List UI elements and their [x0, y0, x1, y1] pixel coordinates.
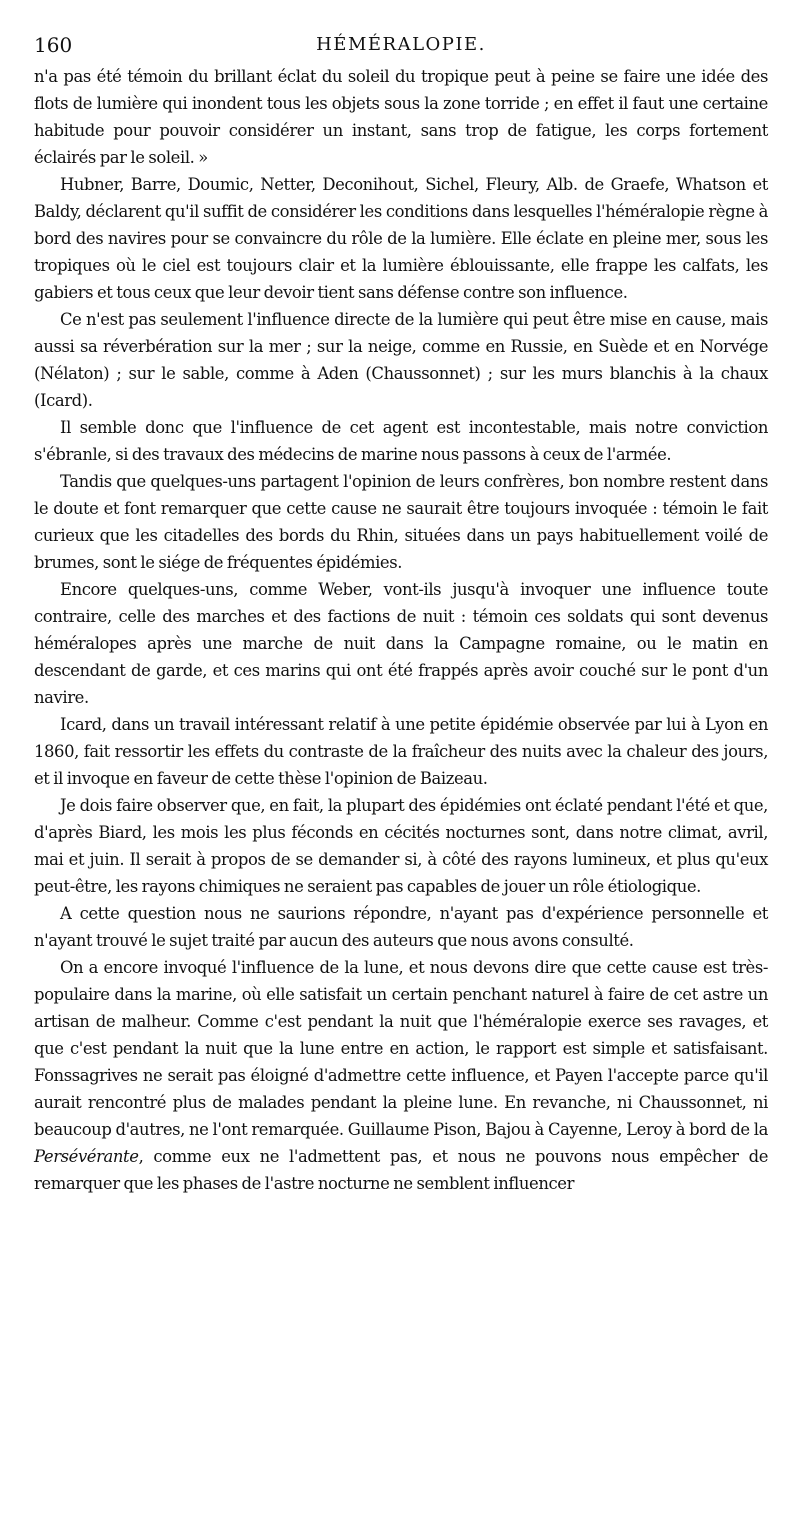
- paragraph: Icard, dans un travail intéressant relatif à une petite épidémie observée par lui à Lyon en 1860, fait ressortir les effets du contraste de la fraîcheur des nuits avec la chaleur des jours, et il invoque en faveur de cette thèse l'opinion de Baizeau.: [34, 715, 768, 788]
- paragraph: Encore quelques-uns, comme Weber, vont-ils jusqu'à invoquer une influence toute contraire, celle des marches et des factions de nuit : témoin ces soldats qui sont devenus héméralopes après une marche de nuit dans la Campagne romaine, ou le matin en descendant de garde, et ces marins qui ont été frappés après avoir couché sur le pont d'un navire.: [34, 580, 768, 707]
- paragraph: n'a pas été témoin du brillant éclat du soleil du tropique peut à peine se faire une idée des flots de lumière qui inondent tous les objets sous la zone torride ; en effet il faut une certaine habitude pour pouvoir considérer un instant, sans trop de fatigue, les corps fortement éclairés par le soleil. »: [34, 67, 768, 167]
- paragraph: Tandis que quelques-uns partagent l'opinion de leurs confrères, bon nombre restent dans le doute et font remarquer que cette cause ne saurait être toujours invoquée : témoin le fait curieux que les citadelles des bords du Rhin, situées dans un pays habituellement voilé de brumes, sont le siége de fréquentes épidémies.: [34, 472, 768, 572]
- paragraph: Hubner, Barre, Doumic, Netter, Deconihout, Sichel, Fleury, Alb. de Graefe, Whatson et Baldy, déclarent qu'il suffit de considérer les conditions dans lesquelles l'héméralopie règne à bord des navires pour se convaincre du rôle de la lumière. Elle éclate en pleine mer, sous les tropiques où le ciel est toujours clair et la lumière éblouissante, elle frappe les calfats, les gabiers et tous ceux que leur devoir tient sans défense contre son influence.: [34, 175, 768, 302]
- ship-name-italic: Persévérante: [34, 1147, 139, 1166]
- paragraph-text: On a encore invoqué l'influence de la lune, et nous devons dire que cette cause est très-populaire dans la marine, où elle satisfait un certain penchant naturel à faire de cet astre un artisan de malheur. Comme c'est pendant la nuit que l'héméralopie exerce ses ravages, et que c'est pendant la nuit que la lune entre en action, le rapport est simple et satisfaisant. Fonssagrives ne serait pas éloigné d'admettre cette influence, et Payen l'accepte parce qu'il aurait rencontré plus de malades pendant la pleine lune. En revanche, ni Chaussonnet, ni beaucoup d'autres, ne l'ont remarquée. Guillaume Pison, Bajou à Cayenne, Leroy à bord de la: [34, 958, 768, 1139]
- page-number: 160: [34, 33, 73, 57]
- paragraph: Ce n'est pas seulement l'influence directe de la lumière qui peut être mise en cause, mais aussi sa réverbération sur la mer ; sur la neige, comme en Russie, en Suède et en Norvége (Nélaton) ; sur le sable, comme à Aden (Chaussonnet) ; sur les murs blanchis à la chaux (Icard).: [34, 310, 768, 410]
- paragraph: Il semble donc que l'influence de cet agent est incontestable, mais notre conviction s'ébranle, si des travaux des médecins de marine nous passons à ceux de l'armée.: [34, 418, 768, 464]
- running-title: HÉMÉRALOPIE.: [316, 34, 486, 55]
- paragraph: [34, 954, 768, 1197]
- paragraph: Je dois faire observer que, en fait, la plupart des épidémies ont éclaté pendant l'été et que, d'après Biard, les mois les plus féconds en cécités nocturnes sont, dans notre climat, avril, mai et juin. Il serait à propos de se demander si, à côté des rayons lumineux, et plus qu'eux peut-être, les rayons chimiques ne seraient pas capables de jouer un rôle étiologique.: [34, 796, 768, 896]
- paragraph-text: , comme eux ne l'admettent pas, et nous ne pouvons nous empêcher de remarquer que les phases de l'astre nocturne ne semblent influencer: [34, 1147, 768, 1193]
- paragraph: A cette question nous ne saurions répondre, n'ayant pas d'expérience personnelle et n'ayant trouvé le sujet traité par aucun des auteurs que nous avons consulté.: [34, 904, 768, 950]
- page-header: [34, 32, 768, 58]
- body-text: [34, 63, 768, 1197]
